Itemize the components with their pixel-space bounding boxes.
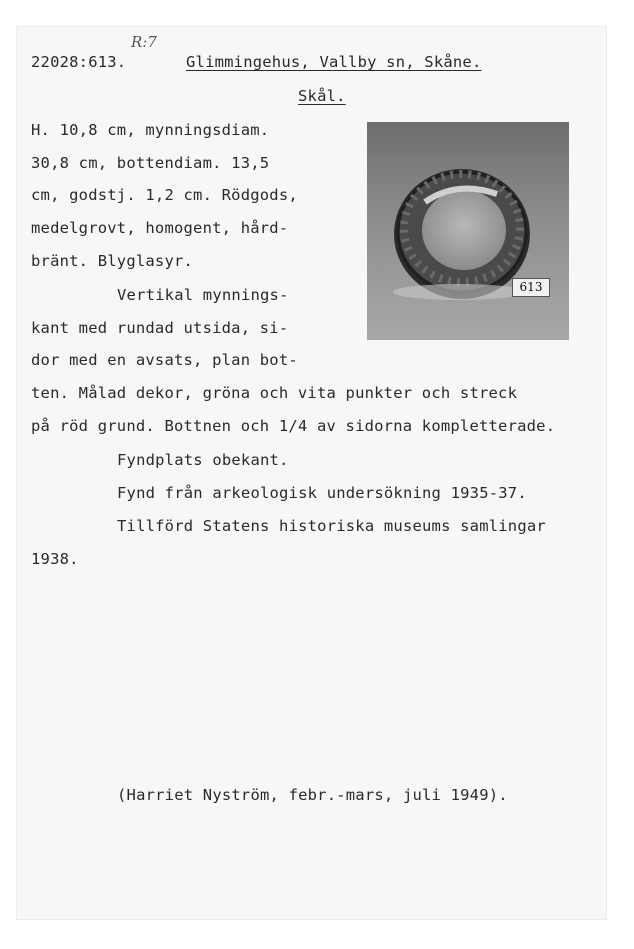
text-line: H. 10,8 cm, mynningsdiam. [31, 121, 270, 139]
text-line: kant med rundad utsida, si- [31, 319, 289, 337]
text-line: dor med en avsats, plan bot- [31, 351, 298, 369]
text-line: Fynd från arkeologisk undersökning 1935-37. [117, 484, 527, 502]
text-line: medelgrovt, homogent, hård- [31, 219, 289, 237]
text-line: cm, godstj. 1,2 cm. Rödgods, [31, 186, 298, 204]
bowl-photo [367, 122, 569, 340]
handwritten-mark: R:7 [131, 33, 157, 51]
text-line: Fyndplats obekant. [117, 451, 289, 469]
text-line: 1938. [31, 550, 79, 568]
photo-label: 613 [512, 278, 550, 297]
object-name: Skål. [298, 87, 346, 105]
bowl-illustration [367, 122, 569, 340]
location-heading: Glimmingehus, Vallby sn, Skåne. [186, 53, 482, 71]
author-line: (Harriet Nyström, febr.-mars, juli 1949). [117, 786, 508, 804]
catalog-number: 22028:613. [31, 53, 127, 71]
text-line: bränt. Blyglasyr. [31, 252, 194, 270]
text-line: Tillförd Statens historiska museums samlingar [117, 517, 546, 535]
text-line: 30,8 cm, bottendiam. 13,5 [31, 154, 270, 172]
text-line: Vertikal mynnings- [117, 286, 289, 304]
text-line: på röd grund. Bottnen och 1/4 av sidorna kompletterade. [31, 417, 556, 435]
text-line: ten. Målad dekor, gröna och vita punkter och streck [31, 384, 518, 402]
